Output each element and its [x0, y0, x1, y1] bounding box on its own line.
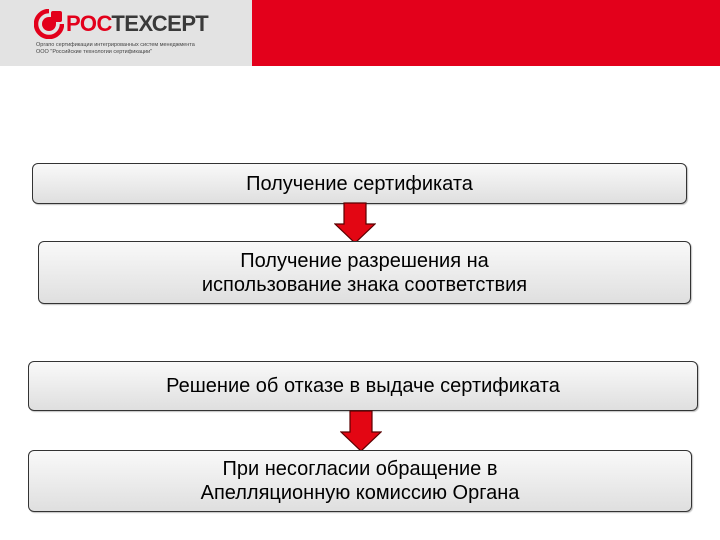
brand-name-part2: ТЕХСЕРТ — [111, 11, 209, 36]
header-red-band — [252, 0, 720, 66]
step-box-label-line-1: Получение разрешения на — [240, 249, 489, 272]
brand-name-part1: РОС — [66, 11, 112, 36]
step-box-label: Решение об отказе в выдаче сертификата — [166, 375, 560, 397]
organization-caption — [36, 42, 248, 56]
step-box-label-line-2: Апелляционную комиссию Органа — [200, 482, 520, 504]
header-logo-panel — [0, 0, 252, 66]
step-box-label-line-1: При несогласии обращение в — [222, 458, 498, 480]
arrow-down-icon — [340, 410, 382, 452]
step-box-label-line-2: использование знака соответствия — [201, 273, 528, 296]
step-box-certificate-received — [32, 163, 687, 204]
organization-line-2: ООО "Российские технологии сертификации" — [36, 49, 153, 55]
step-box-label: Получение сертификата — [246, 172, 473, 195]
arrow-down-icon — [334, 202, 376, 244]
organization-line-1: Оргапо сертификации интегрированных систем менеджмента — [36, 42, 195, 48]
step-box-refusal-decision — [28, 361, 698, 411]
step-box-mark-permission — [38, 241, 691, 304]
rostexsert-logo-icon — [34, 9, 64, 39]
brand-name — [66, 11, 208, 37]
step-box-appeal — [28, 450, 692, 512]
